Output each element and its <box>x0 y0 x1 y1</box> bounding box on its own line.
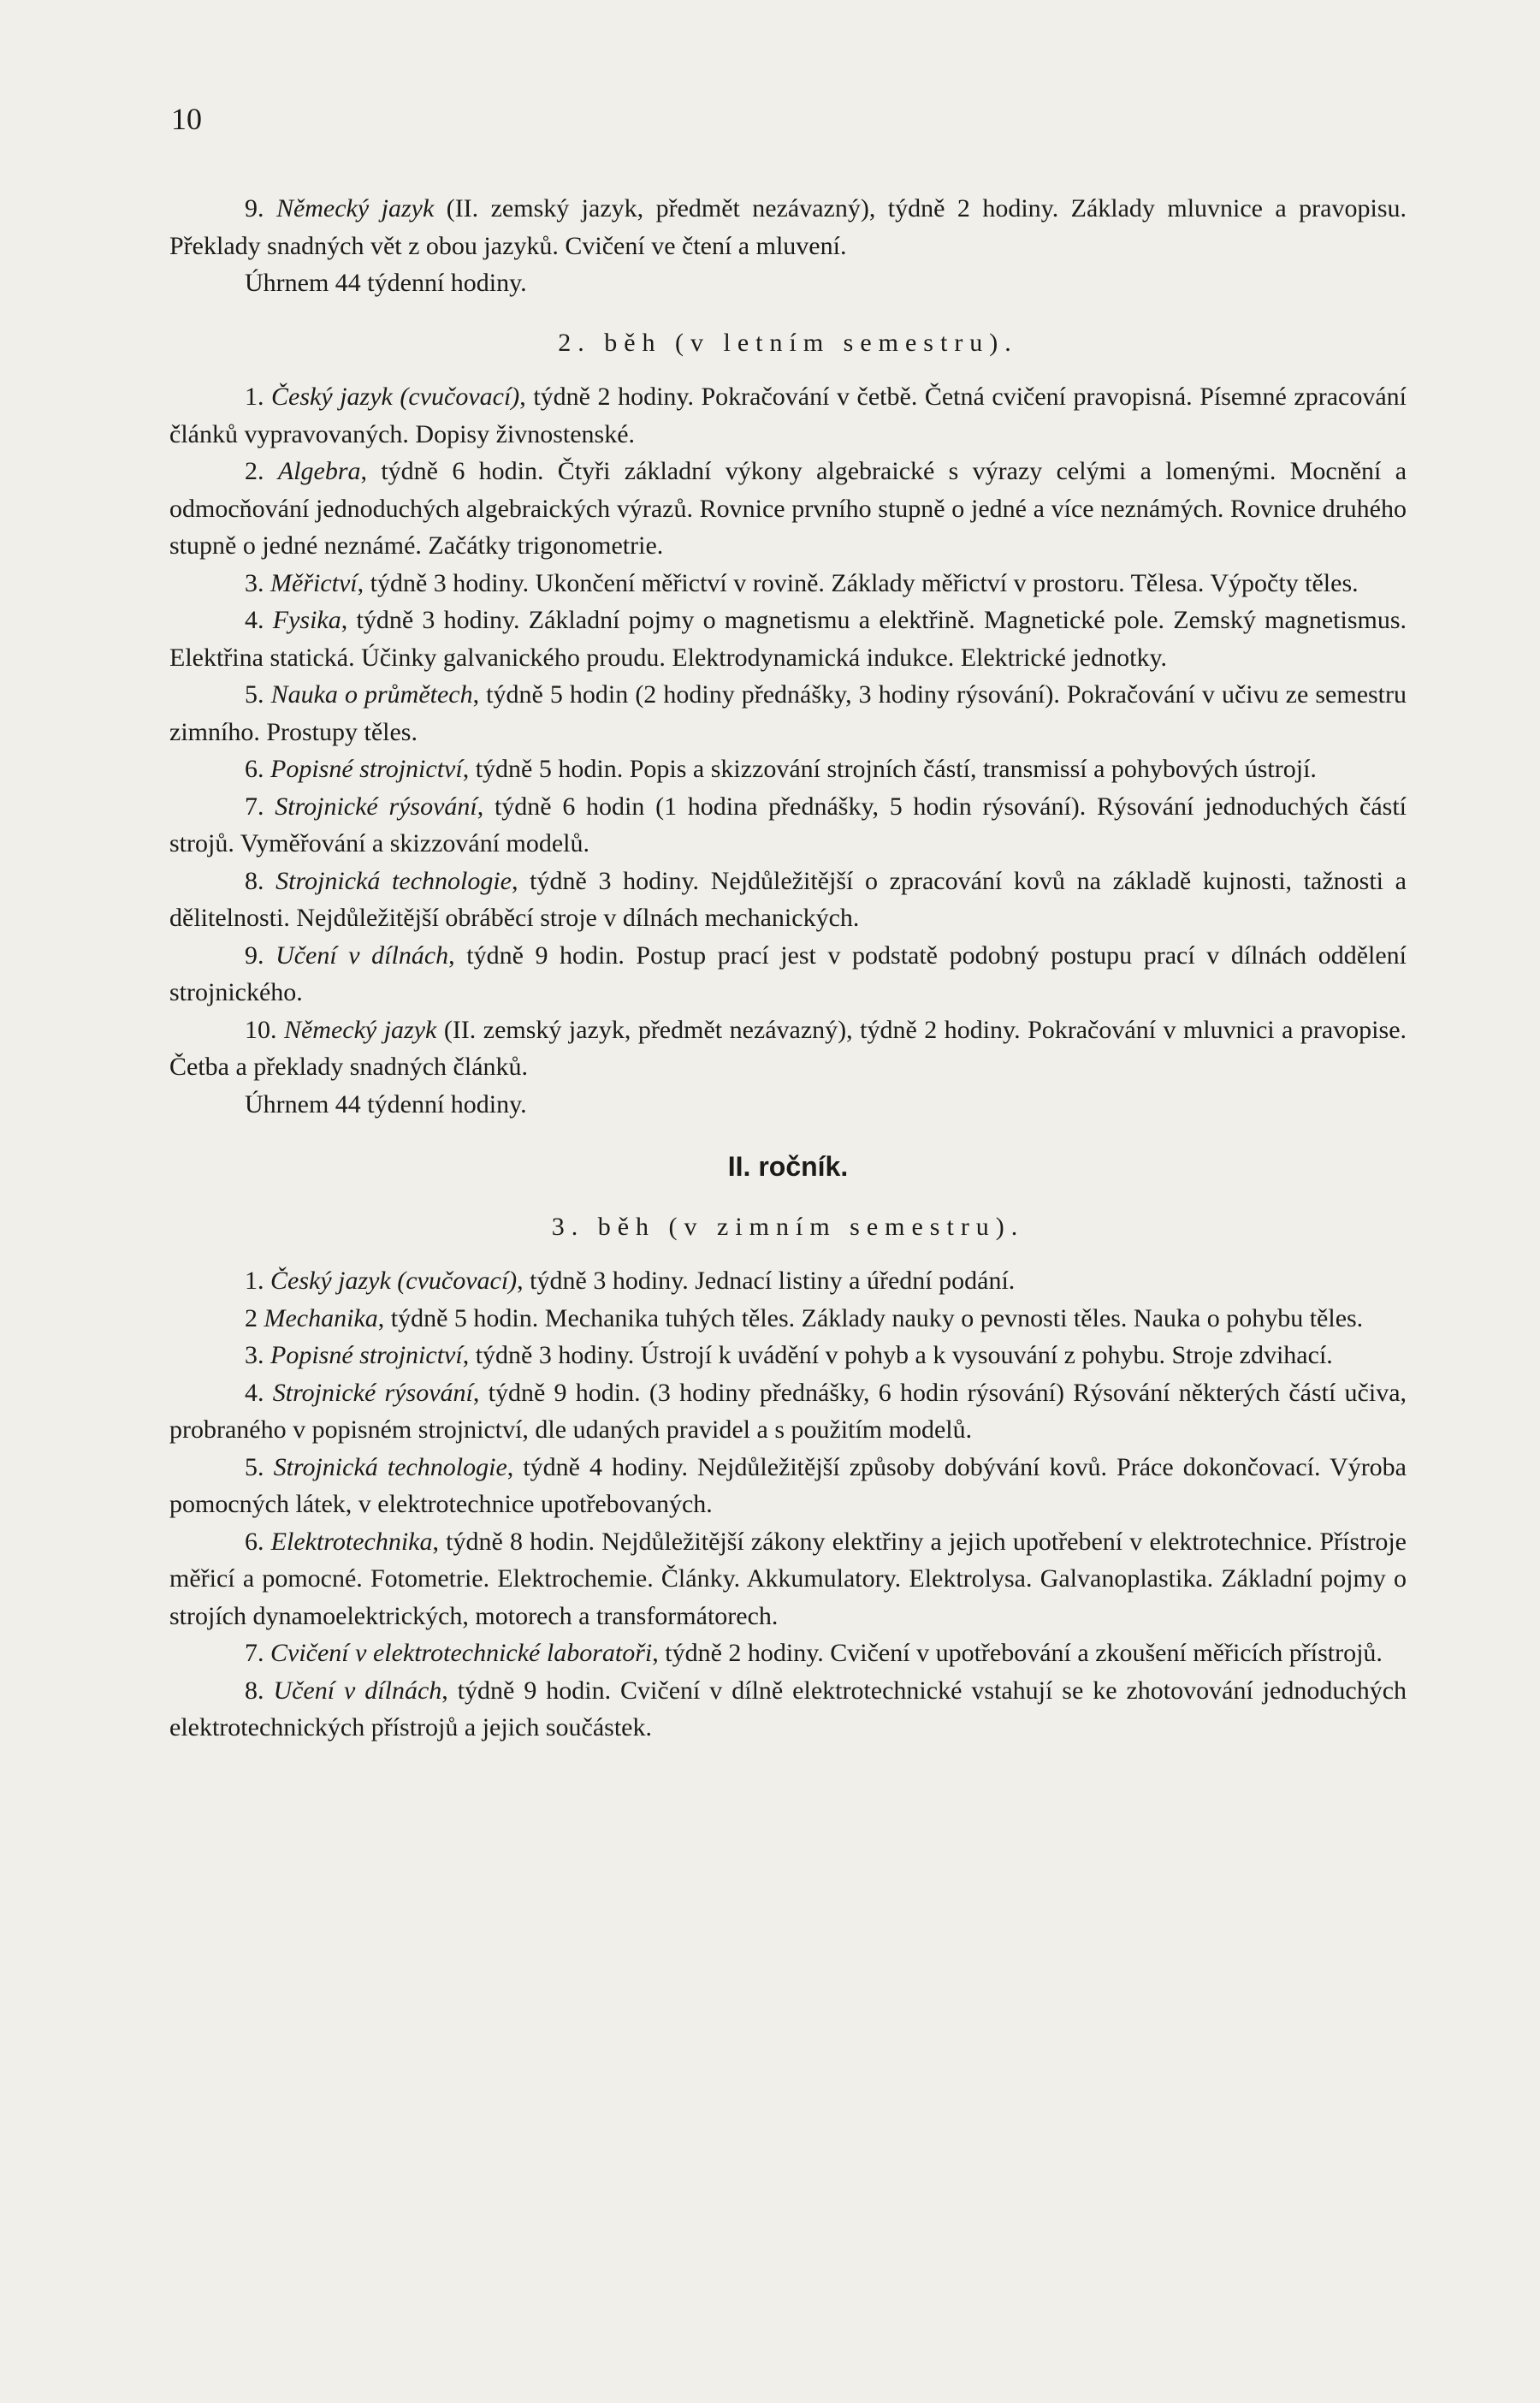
subject-entry <box>169 1012 1407 1086</box>
subject-description: , týdně 9 hodin. (3 hodiny přednášky, 6 hodin rýsování) Rýsování některých částí učiva, probraného v popisném strojnictví, dle udaných pravidel a s použitím modelů. <box>169 1378 1407 1444</box>
page-number: 10 <box>171 102 202 136</box>
subject-name: Strojnická technologie <box>275 866 512 895</box>
section-first-semester-end <box>169 190 1407 264</box>
subject-number: 1. <box>245 383 264 411</box>
subject-name: Strojnické rýsování <box>275 792 477 821</box>
subject-name: Popisné strojnictví <box>270 755 463 783</box>
grade-heading: II. ročník. <box>727 1151 849 1182</box>
subject-name: Mechanika <box>264 1303 378 1332</box>
subject-name: Měřictví <box>270 568 358 597</box>
subject-description: (II. zemský jazyk, předmět nezávazný), týdně 2 hodiny. Pokračování v mluvnici a pravopise. Četba a překlady snadných článků. <box>169 1015 1407 1081</box>
subject-entry <box>169 190 1407 264</box>
subject-description: , týdně 9 hodin. Cvičení v dílně elektrotechnické vstahují se ke zhotovování jednoduchých elektrotechnických přístrojů a jejich součástek. <box>169 1676 1407 1741</box>
subject-number: 6. <box>245 755 264 783</box>
subject-description: , týdně 2 hodiny. Cvičení v upotřebování a zkoušení měřicích přístrojů. <box>652 1639 1383 1667</box>
subject-name: Fysika <box>272 606 341 634</box>
subject-name: Německý jazyk <box>275 194 435 222</box>
subject-entry <box>169 1300 1407 1338</box>
subject-description: , týdně 3 hodiny. Nejdůležitější o zpracování kovů na základě kujnosti, tažnosti a dělitelnosti. Nejdůležitější obráběcí stroje v dílnách mechanických. <box>169 866 1407 932</box>
subject-number: 5. <box>245 1452 264 1481</box>
subject-number: 2 <box>245 1303 258 1332</box>
weekly-total-2: Úhrnem 44 týdenní hodiny. <box>245 1089 527 1118</box>
subject-description: (II. zemský jazyk, předmět nezávazný), týdně 2 hodiny. Základy mluvnice a pravopisu. Překlady snadných vět z obou jazyků. Cvičení ve čtení a mluvení. <box>169 194 1407 260</box>
subject-entry <box>169 751 1407 788</box>
subject-number: 4. <box>245 606 264 634</box>
subject-number: 5. <box>245 680 264 709</box>
subject-number: 3. <box>245 568 264 597</box>
subject-description: , týdně 8 hodin. Nejdůležitější zákony elektřiny a jejich upotřebení v elektrotechnice. Přístroje měřicí a pomocné. Fotometrie. Elektrochemie. Články. Akkumulatory. Elektrolysa. Galvanoplastika. Základní pojmy o strojích dynamoelektrických, motorech a transformátorech. <box>169 1527 1407 1630</box>
subject-entry <box>169 1374 1407 1449</box>
subject-number: 9. <box>245 940 264 970</box>
subject-name: Český jazyk (cvučovací) <box>270 1267 518 1295</box>
section-summer-semester <box>169 378 1407 1086</box>
subject-description: , týdně 9 hodin. Postup prací jest v podstatě podobný postupu prací v dílnách oddělení strojnického. <box>169 940 1407 1006</box>
subject-description: , týdně 6 hodin (1 hodina přednášky, 5 hodin rýsování). Rýsování jednoduchých částí strojů. Vyměřování a skizzování modelů. <box>169 792 1407 857</box>
subject-number: 8. <box>245 866 264 895</box>
subject-entry <box>169 1635 1407 1672</box>
subject-description: , týdně 3 hodiny. Jednací listiny a úřední podání. <box>517 1267 1016 1295</box>
subject-number: 3. <box>245 1341 264 1369</box>
subject-number: 8. <box>245 1676 264 1705</box>
subject-name: Cvičení v elektrotechnické laboratoři <box>270 1639 653 1667</box>
subject-entry <box>169 565 1407 602</box>
page-content <box>169 190 1407 1747</box>
subject-description: , týdně 5 hodin (2 hodiny přednášky, 3 hodiny rýsování). Pokračování v učivu ze semestru zimního. Prostupy těles. <box>169 680 1407 746</box>
subject-name: Německý jazyk <box>283 1015 437 1044</box>
subject-entry <box>169 788 1407 863</box>
subject-description: , týdně 5 hodin. Mechanika tuhých těles. Základy nauky o pevnosti těles. Nauka o pohybu těles. <box>377 1303 1364 1332</box>
subject-entry <box>169 453 1407 565</box>
section-winter-semester <box>169 1262 1407 1747</box>
subject-entry <box>169 1672 1407 1747</box>
subject-entry <box>169 602 1407 676</box>
subject-name: Popisné strojnictví <box>270 1341 463 1369</box>
subject-number: 10. <box>245 1015 277 1044</box>
subject-entry <box>169 1337 1407 1374</box>
subject-name: Strojnické rýsování <box>272 1378 473 1407</box>
subject-name: Učení v dílnách <box>273 1676 442 1705</box>
subject-description: , týdně 3 hodiny. Ústrojí k uvádění v pohyb a k vysouvání z pohybu. Stroje zdvihací. <box>462 1341 1333 1369</box>
subject-number: 6. <box>245 1527 264 1556</box>
subject-entry <box>169 676 1407 751</box>
subject-description: , týdně 2 hodiny. Pokračování v četbě. Četná cvičení pravopisná. Písemné zpracování článků vypravovaných. Dopisy živnostenské. <box>169 383 1407 448</box>
section-heading-2: 2. běh (v letním semestru). <box>558 328 1018 357</box>
subject-entry <box>169 1523 1407 1635</box>
subject-description: , týdně 4 hodiny. Nejdůležitější způsoby dobývání kovů. Práce dokončovací. Výroba pomocných látek, v elektrotechnice upotřebovaných. <box>169 1452 1407 1518</box>
subject-number: 7. <box>245 792 264 821</box>
subject-description: , týdně 6 hodin. Čtyři základní výkony algebraické s výrazy celými a lomenými. Mocnění a odmocňování jednoduchých algebraických výrazů. Rovnice prvního stupně o jedné a více neznámých. Rovnice druhého stupně o jedné neznámé. Začátky trigonometrie. <box>169 457 1407 560</box>
subject-description: , týdně 3 hodiny. Základní pojmy o magnetismu a elektřině. Magnetické pole. Zemský magnetismus. Elektřina statická. Účinky galvanického proudu. Elektrodynamická indukce. Elektrické jednotky. <box>169 606 1407 672</box>
subject-name: Strojnická technologie <box>273 1452 507 1481</box>
subject-number: 1. <box>245 1267 264 1295</box>
subject-number: 7. <box>245 1639 264 1667</box>
subject-name: Elektrotechnika <box>270 1527 433 1556</box>
subject-name: Algebra <box>277 457 361 485</box>
subject-entry <box>169 378 1407 453</box>
subject-description: , týdně 5 hodin. Popis a skizzování strojních částí, transmissí a pohybových ústrojí. <box>462 755 1317 783</box>
subject-name: Učení v dílnách <box>275 940 449 970</box>
section-heading-3: 3. běh (v zimním semestru). <box>551 1212 1025 1241</box>
subject-name: Český jazyk (cvučovací) <box>271 383 520 411</box>
subject-number: 4. <box>245 1378 264 1407</box>
subject-entry <box>169 1449 1407 1523</box>
subject-number: 9. <box>245 194 264 222</box>
subject-number: 2. <box>245 457 264 485</box>
subject-entry <box>169 863 1407 937</box>
subject-entry <box>169 1262 1407 1300</box>
subject-entry <box>169 937 1407 1012</box>
subject-description: , týdně 3 hodiny. Ukončení měřictví v rovině. Základy měřictví v prostoru. Tělesa. Výpočty těles. <box>357 568 1359 597</box>
weekly-total-1: Úhrnem 44 týdenní hodiny. <box>245 269 527 297</box>
subject-name: Nauka o průmětech <box>270 680 473 709</box>
